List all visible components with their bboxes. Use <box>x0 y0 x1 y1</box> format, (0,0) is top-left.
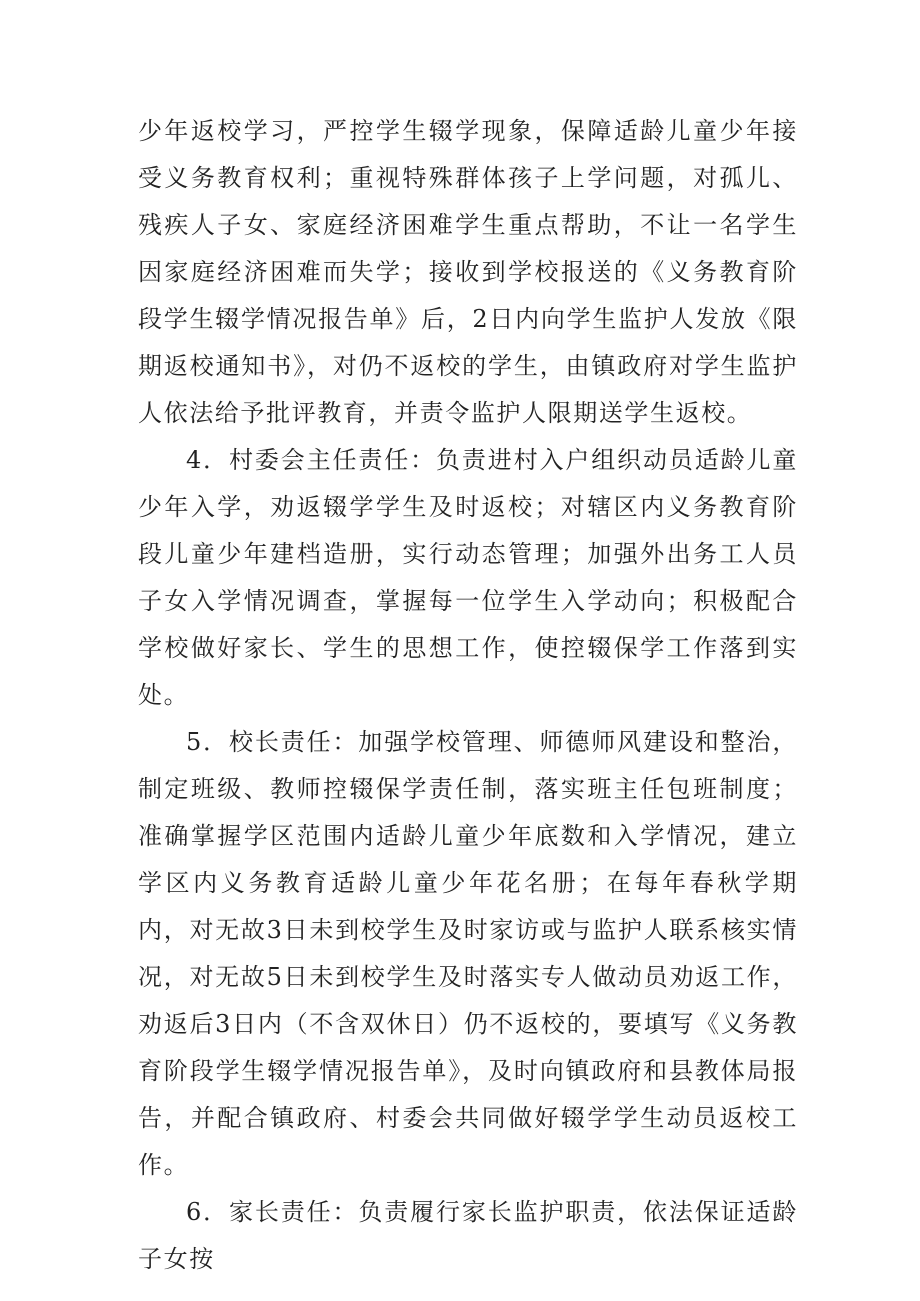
paragraph-principal: 5．校长责任：加强学校管理、师德师风建设和整治，制定班级、教师控辍保学责任制，落实班主任包班制度；准确掌握学区范围内适龄儿童少年底数和入学情况，建立学区内义务教育适龄儿童少年花名册；在每年春秋学期内，对无故3日未到校学生及时家访或与监护人联系核实情况，对无故5日未到校学生及时落实专人做动员劝返工作，劝返后3日内（不含双休日）仍不返校的，要填写《义务教育阶段学生辍学情况报告单》，及时向镇政府和县教体局报告，并配合镇政府、村委会共同做好辍学学生动员返校工作。 <box>138 728 798 1179</box>
paragraph-continuation: 少年返校学习，严控学生辍学现象，保障适龄儿童少年接受义务教育权利；重视特殊群体孩子上学问题，对孤儿、残疾人子女、家庭经济困难学生重点帮助，不让一名学生因家庭经济困难而失学；接收到学校报送的《义务教育阶段学生辍学情况报告单》后，2日内向学生监护人发放《限期返校通知书》，对仍不返校的学生，由镇政府对学生监护人依法给予批评教育，并责令监护人限期送学生返校。 <box>138 117 798 427</box>
paragraph-village-committee: 4．村委会主任责任：负责进村入户组织动员适龄儿童少年入学，劝返辍学学生及时返校；对辖区内义务教育阶段儿童少年建档造册，实行动态管理；加强外出务工人员子女入学情况调查，掌握每一位学生入学动向；积极配合学校做好家长、学生的思想工作，使控辍保学工作落到实处。 <box>138 446 798 709</box>
paragraph-parent: 6．家长责任：负责履行家长监护职责，依法保证适龄子女按 <box>138 1198 798 1273</box>
document-body <box>138 108 798 1283</box>
